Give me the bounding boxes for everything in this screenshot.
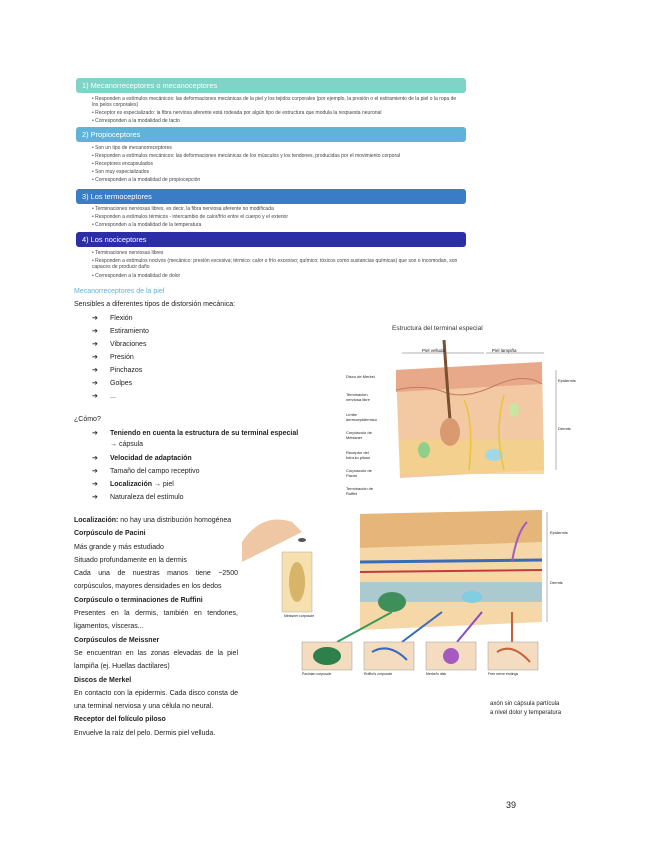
distortion-item: ➔ Vibraciones: [92, 341, 147, 348]
distortion-item: ➔ Presión: [92, 354, 134, 361]
how-item: ➔ Teniendo en cuenta la estructura de su terminal especial: [92, 430, 299, 437]
distortion-item: ➔ Golpes: [92, 380, 133, 387]
figure-label: Free nerve endings: [488, 672, 519, 676]
how-item: ➔ Localización → piel: [92, 481, 174, 488]
receptor-paragraph: [74, 567, 238, 594]
receptor-paragraph-text: Se encuentran en las zonas elevadas de la piel lampiña (ej. Huellas dactilares): [74, 649, 238, 671]
how-item-cont: → cápsula: [110, 441, 144, 448]
how-item: ➔ Velocidad de adaptación: [92, 455, 192, 462]
figure-label: Meissner corpuscle: [284, 614, 315, 618]
receptor-paragraph: [74, 527, 238, 540]
figure-label: Terminación de Ruffini: [346, 486, 374, 496]
receptor-paragraph: [74, 607, 238, 634]
receptor-paragraph-text: Envuelve la raíz del pelo. Dermis piel velluda.: [74, 729, 216, 737]
receptor-paragraph: [74, 514, 238, 527]
bullet: • Son muy especializados: [92, 169, 149, 175]
receptor-paragraph: [74, 727, 238, 740]
section-header-thermoceptors: 3) Los termoceptores: [76, 189, 466, 204]
subheading: Mecanorreceptores de la piel: [74, 288, 165, 295]
figure-label: Corpúsculo de Pacini: [346, 468, 372, 478]
bullet: • Responden a estímulos mecánicos: las deformaciones mecánicas de la piel y los tejidos corporales (por ejemplo, la presión o el estiramiento de la piel o la ropa de los pelos corporales): [92, 96, 462, 108]
receptor-paragraph: [74, 674, 238, 687]
section-header-proprioceptors: 2) Propioceptores: [76, 127, 466, 142]
bullet: • Responden a estímulos mecánicos: las deformaciones mecánicas de los músculos y los tendones, producidas por el movimiento corporal: [92, 153, 400, 159]
receptor-paragraph-text: Presentes en la dermis, también en tendones, ligamentos, vísceras...: [74, 610, 238, 631]
receptor-paragraph: [74, 687, 238, 714]
bullet: • Responden a estímulos nocivos (mecánico: presión excesiva; térmico: calor o frío excesivo; químico: tóxicos como sustancias químicas) que son o incomodan, son capaces de producir daño: [92, 258, 462, 270]
receptor-paragraph-heading: Corpúsculos de Meissner: [74, 636, 160, 644]
bullet: • Corresponden a la modalidad de tacto: [92, 118, 180, 124]
figure-label: Receptor del folículo piloso: [346, 450, 371, 460]
bullet: • Corresponden a la modalidad de propiocepción: [92, 177, 200, 183]
bullet: • Receptor es especializado: la fibra nerviosa aferente está rodeada por algún tipo de estructura que modula la respuesta neuronal: [92, 110, 381, 116]
receptor-paragraph-heading: Localización:: [74, 517, 119, 524]
bullet: • Corresponden a la modalidad de dolor: [92, 273, 180, 279]
figure-caption: axón sin cápsula partícula a nivel dolor y temperatura: [490, 701, 562, 716]
how-item: ➔ Naturaleza del estímulo: [92, 494, 184, 501]
distortion-item: ➔ ...: [92, 393, 116, 400]
skin-structure-figure: [344, 340, 576, 500]
bullet: • Son un tipo de mecanorreceptores: [92, 145, 172, 151]
receptor-paragraph-heading: Corpúsculo o terminaciones de Ruffini: [74, 596, 203, 604]
receptor-paragraph: [74, 713, 238, 726]
page-number: 39: [506, 800, 517, 810]
figure-label: Piel velluda: [422, 348, 446, 353]
receptor-paragraph-text: no hay una distribución homogénea: [118, 517, 232, 524]
receptor-paragraph-heading: Corpúsculo de Pacini: [74, 530, 146, 538]
receptor-paragraph: [74, 541, 238, 554]
receptor-paragraph-heading: Receptor del folículo piloso: [74, 716, 166, 724]
figure-label: Merkel's disk: [426, 672, 447, 676]
bullet: • Corresponden a la modalidad de la temperatura: [92, 222, 201, 228]
receptor-paragraph-text: Más grande y más estudiado: [74, 543, 164, 551]
figure-label: Dermis: [550, 580, 563, 585]
distortion-item: ➔ Estiramiento: [92, 328, 149, 335]
receptor-paragraph: [74, 647, 238, 674]
receptor-paragraph: [74, 594, 238, 607]
figure-label: Epidermis: [558, 378, 576, 383]
figure-label: Límite dermoepidérmico: [346, 412, 377, 422]
section-header-nociceptors: 4) Los nociceptores: [76, 232, 466, 247]
distortion-item: ➔ Pinchazos: [92, 367, 143, 374]
figure-label: Corpúsculo de Meissner: [346, 430, 372, 440]
receptor-paragraph-text: Cada una de nuestras manos tiene ~2500 corpúsculos, mayores densidades en los dedos: [74, 570, 238, 591]
receptor-descriptions: [74, 514, 238, 740]
receptor-paragraph-text: Situado profundamente en la dermis: [74, 556, 187, 564]
bullet: • Receptores encapsulados: [92, 161, 153, 167]
distortion-item: ➔ Flexión: [92, 315, 133, 322]
receptor-paragraph-heading: Discos de Merkel: [74, 676, 132, 684]
section-header-mechanoreceptors: 1) Mecanorreceptores o mecanoceptores: [76, 78, 466, 93]
figure-title: Estructura del terminal especial: [392, 325, 483, 332]
receptor-paragraph: [74, 554, 238, 567]
figure-label: Epidermis: [550, 530, 568, 535]
receptor-types-figure: [242, 502, 575, 680]
how-question: ¿Cómo?: [74, 416, 101, 423]
how-item: ➔ Tamaño del campo receptivo: [92, 468, 200, 475]
bullet: • Terminaciones nerviosas libres, es decir, la fibra nerviosa aferente no modificada: [92, 206, 274, 212]
figure-label: Dermis: [558, 426, 571, 431]
receptor-paragraph: [74, 634, 238, 647]
figure-label: Piel lampiña: [492, 348, 517, 353]
receptor-paragraph-text: En contacto con la epidermis. Cada disco consta de una terminal nerviosa y una célula no neural.: [74, 689, 238, 711]
figure-label: Terminación nerviosa libre: [346, 392, 370, 402]
figure-label: Disco de Merkel: [346, 374, 375, 379]
figure-label: Pacinian corpuscle: [302, 672, 332, 676]
sensitivity-intro: Sensibles a diferentes tipos de distorsión mecánica:: [74, 301, 236, 308]
figure-label: Ruffini's corpuscle: [364, 672, 393, 676]
bullet: • Terminaciones nerviosas libres: [92, 250, 163, 256]
bullet: • Responden a estímulos térmicos - intercambio de calor/frío entre el cuerpo y el exterior: [92, 214, 288, 220]
